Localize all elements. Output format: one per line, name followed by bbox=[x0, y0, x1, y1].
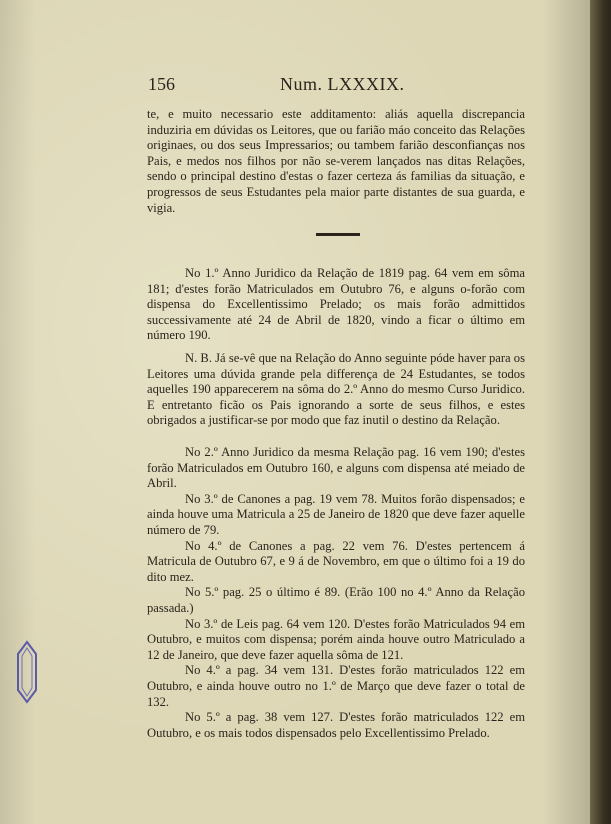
note-paragraph bbox=[147, 351, 525, 429]
page-title: Num. LXXXIX. bbox=[280, 74, 405, 94]
page-number: 156 bbox=[148, 74, 175, 94]
intro-paragraph bbox=[147, 107, 525, 216]
paragraph-text: No 5.º a pag. 38 vem 127. D'estes forão matriculados 122 em Outubro, e os mais todos dispensados pelo Excellentissimo Prelado. bbox=[147, 710, 525, 740]
paragraph-text: No 4.º a pag. 34 vem 131. D'estes forão matriculados 122 em Outubro, e ainda houve outro no 1.º de Março que deve fazer o total de 132. bbox=[147, 663, 525, 709]
paragraph-text: No 4.º de Canones a pag. 22 vem 76. D'estes pertencem á Matricula de Outubro 67, e 9 á de Novembro, em que o último foi a 19 do dito mez. bbox=[147, 538, 525, 584]
first-year-paragraph bbox=[147, 266, 525, 344]
paragraph-text: No 3.º de Canones a pag. 19 vem 78. Muitos forão dispensados; e ainda houve uma Matricula a 25 de Janeiro de 1820 que deve fazer aquelle número de 79. bbox=[147, 491, 525, 537]
entries-block bbox=[147, 445, 525, 741]
library-stamp-icon bbox=[16, 640, 38, 704]
paragraph-text: N. B. Já se-vê que na Relação do Anno seguinte póde haver para os Leitores uma dúvida grande pela differença de 24 Estudantes, se todos aquelles 190 apparecerem na sôma do 2.º Anno do mesmo Curso Juridico. E entretanto ficão os Pais ignorando a sorte de seus filhos, e estes obrigados a justificar-se por modo que faz inutil o destino da Relação. bbox=[147, 351, 525, 428]
paragraph-text: No 1.º Anno Juridico da Relação de 1819 pag. 64 vem em sôma 181; d'estes forão Matriculados em Outubro 76, e alguns o-forão com dispensa do Excellentissimo Prelado; os mais forão admittidos successivamente até 24 de Abril de 1820, vindo a ficar o último em número 190. bbox=[147, 266, 525, 343]
page-header bbox=[148, 74, 450, 98]
section-divider bbox=[316, 233, 360, 236]
paragraph-text: No 5.º pag. 25 o último é 89. (Erão 100 no 4.º Anno da Relação passada.) bbox=[147, 585, 525, 615]
book-spine bbox=[590, 0, 611, 824]
paragraph-text: No 2.º Anno Juridico da mesma Relação pag. 16 vem 190; d'estes forão Matriculados em Outubro 160, e alguns com dispensa até meiado de Abril. bbox=[147, 445, 525, 491]
intro-text: te, e muito necessario este additamento: aliás aquella discrepancia induziria em dúvidas os Leitores, que ou farião máo conceito das Relações originaes, ou dos seus Impressarios; ou tambem farião desconfianças nos Pais, e medos nos filhos por não se-verem lançados nas ditas Relações, sendo o principal destino d'estas o fazer certeza ás familias da situação, e progressos de seus Estudantes pela maior parte distantes de sua guarda, e vigia. bbox=[147, 107, 525, 215]
paragraph-text: No 3.º de Leis pag. 64 vem 120. D'estes forão Matriculados 94 em Outubro, e muitos com dispensa; porém ainda houve outro Matriculado a 12 de Janeiro, que deve fazer aquella sôma de 121. bbox=[147, 616, 525, 662]
